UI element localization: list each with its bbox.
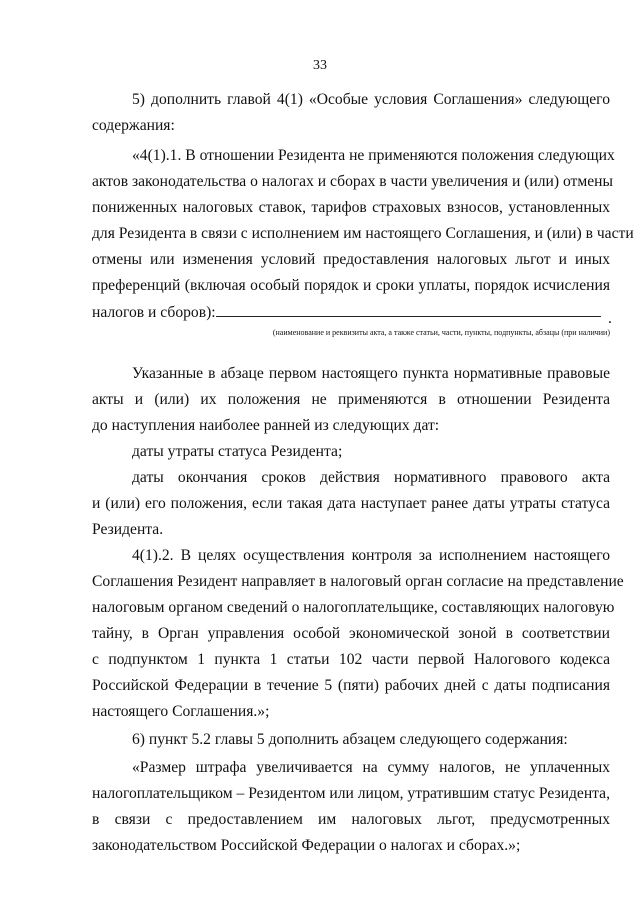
text-fragment: налогов и сборов): bbox=[92, 304, 216, 321]
text-line: актов законодательства о налогах и сборах в части увеличения и (или) отмены bbox=[92, 173, 613, 190]
text-line: налоговым органом сведений о налогоплательщике, составляющих налоговую bbox=[92, 599, 615, 616]
field-caption: (наименование и реквизиты акта, а также статьи, части, пункты, подпункты, абзацы (при наличии) bbox=[272, 328, 610, 337]
text-line: 6) пункт 5.2 главы 5 дополнить абзацем следующего содержания: bbox=[132, 731, 568, 748]
blank-fill-line bbox=[216, 302, 601, 317]
text-line: содержания: bbox=[92, 117, 175, 134]
text-line: для Резидента в связи с исполнением им настоящего Соглашения, и (или) в части bbox=[92, 225, 634, 242]
text-line: Соглашения Резидент направляет в налоговый орган согласие на представление bbox=[92, 573, 624, 590]
text-line bbox=[92, 302, 610, 323]
text-line: тайну, в Орган управления особой экономической зоной в соответствии bbox=[92, 625, 610, 642]
text-line: «4(1).1. В отношении Резидента не применяются положения следующих bbox=[132, 147, 615, 164]
text-line: отмены или изменения условий предоставления налоговых льгот и иных bbox=[92, 251, 610, 268]
text-line: до наступления наиболее ранней из следующих дат: bbox=[92, 417, 440, 434]
page-number: 33 bbox=[313, 58, 327, 73]
text-line: Указанные в абзаце первом настоящего пункта нормативные правовые bbox=[132, 365, 610, 382]
text-line: настоящего Соглашения.»; bbox=[92, 703, 270, 720]
text-line: законодательством Российской Федерации о налогах и сборах.»; bbox=[92, 837, 521, 854]
text-line: с подпунктом 1 пункта 1 статьи 102 части первой Налогового кодекса bbox=[92, 651, 610, 668]
text-line: 4(1).2. В целях осуществления контроля за исполнением настоящего bbox=[132, 547, 610, 564]
text-line: в связи с предоставлением им налоговых льгот, предусмотренных bbox=[92, 811, 610, 828]
text-line: даты утраты статуса Резидента; bbox=[132, 443, 343, 460]
text-line: Российской Федерации в течение 5 (пяти) рабочих дней с даты подписания bbox=[92, 677, 610, 694]
text-line: и (или) его положения, если такая дата наступает ранее даты утраты статуса bbox=[92, 495, 610, 512]
text-line: 5) дополнить главой 4(1) «Особые условия Соглашения» следующего bbox=[132, 91, 610, 108]
text-line: Резидента. bbox=[92, 521, 164, 538]
text-line: «Размер штрафа увеличивается на сумму налогов, не уплаченных bbox=[132, 759, 610, 776]
end-dot: . bbox=[608, 310, 612, 327]
text-line: акты и (или) их положения не применяются в отношении Резидента bbox=[92, 391, 610, 408]
text-line: даты окончания сроков действия нормативного правового акта bbox=[132, 469, 610, 486]
text-line: налогоплательщиком – Резидентом или лицом, утратившим статус Резидента, bbox=[92, 785, 610, 802]
text-line: преференций (включая особый порядок и сроки уплаты, порядок исчисления bbox=[92, 277, 610, 294]
text-line: пониженных налоговых ставок, тарифов страховых взносов, установленных bbox=[92, 199, 610, 216]
